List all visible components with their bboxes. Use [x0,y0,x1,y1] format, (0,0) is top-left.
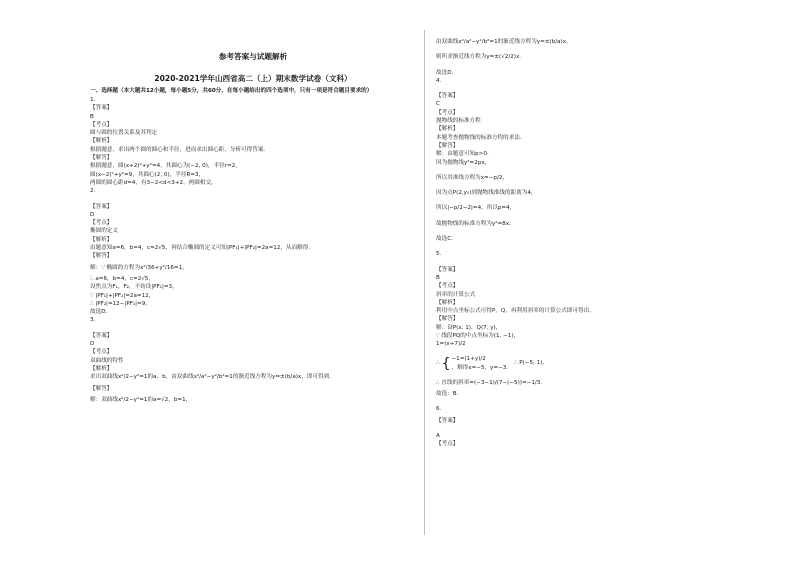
right-line: 【答案】 [436,266,459,273]
right-line: 因为点P(2,y₀)到抛物线准线的距离为4， [436,190,537,197]
left-line: ∴ |PF₂|=12−|PF₁|=9， [90,300,151,307]
right-line: C [436,101,440,108]
left-line: 由题意知a=6，b=4，c=2√5，再结合椭圆的定义可知|PF₁|+|PF₂|=2a=12，从而解得． [90,245,314,252]
right-line: 【答案】 [436,93,459,100]
left-line: 圆与圆的位置关系及其判定 [90,130,158,137]
right-line: 故选：B． [436,390,463,397]
right-line: 解：由题意可知p>0． [436,151,493,158]
right-line: 因为抛物线y²=2px， [436,159,491,166]
right-line: 1=(x+7)/2 [436,341,466,348]
left-line: 椭圆的定义 [90,228,118,235]
equation-row: ，解得x=−5，y=−3． [451,364,512,371]
exam-title: 2020-2021学年山西省高二（上）期末数学试卷（文科） [154,74,352,83]
left-line: 【解析】 [90,236,113,243]
left-line: 【答案】 [90,203,113,210]
right-line: 【解答】 [436,316,459,323]
left-line: D [90,211,95,218]
right-line: 解：设P(x, 1)，Q(7, y)， [436,324,502,331]
left-line: D [90,341,95,348]
left-line: 根据题意，圆(x+2)²+y²=4，其圆心为(−2, 0)，半径r=2， [90,163,241,170]
right-line: A [436,432,440,439]
equation-system [436,352,736,376]
left-line: ∴ a=6，b=4，c=2√5， [90,275,155,282]
left-line: 解：双曲线x²/2−y²=1的a=√2，b=1， [90,396,192,403]
right-line: 【考点】 [436,441,459,448]
left-line: 求出双曲线x²/2−y²=1的a，b，由双曲线x²/a²−y²/b²=1的渐近线方程为y=±(b/a)x，即可得到． [90,374,335,381]
right-line: 所以其准线方程为x=−p/2， [436,174,509,181]
left-line: 【解答】 [90,253,113,260]
left-line: 【解答】 [90,155,113,162]
left-line: 【解析】 [90,138,113,145]
section-heading: 一、选择题（本大题共12小题，每小题5分，共60分，在每小题给出的四个选项中，只有一项是符合题目要求的） [90,88,373,94]
right-line: 故选C． [436,236,457,243]
left-line: 【解答】 [90,385,113,392]
left-line: 两圆的圆心距d=4，有3−2<d<3+2，两圆相交， [90,179,217,186]
left-brace: { [441,355,451,372]
left-line: 解：∵ 椭圆的方程为x²/36+y²/16=1， [90,264,188,271]
right-line: 本题考查抛物线的标准方程的求法． [436,134,526,141]
left-line: 1. [90,97,96,103]
column-divider [424,30,425,535]
right-line: 抛物线的标准方程 [436,118,481,125]
left-line: 【考点】 [90,220,113,227]
right-line: 【解析】 [436,126,459,133]
left-line: 2. [90,188,96,195]
equation-result: ∴ P(−5, 1)， [513,360,548,367]
left-line: 【考点】 [90,121,113,128]
right-line: 由双曲线x²/a²−y²/b²=1的渐近线方程为y=±(b/a)x， [436,39,572,45]
left-line: 故选D． [90,309,112,316]
left-line: ∵ |PF₁|+|PF₂|=2a=12， [90,292,155,299]
right-line: 【解析】 [436,299,459,306]
right-line: 【解答】 [436,142,459,149]
right-line: B [436,274,440,281]
right-line: 4. [436,77,442,84]
right-line: 故选D． [436,69,458,76]
left-column [90,52,416,552]
left-line: 设焦点为F₁，F₂，不妨设|PF₁|=3， [90,284,178,291]
equation-row: −1=(1+y)/2 [451,356,486,363]
document-title: 参考答案与试题解析 [218,52,288,61]
therefore-symbol: ∴ [436,360,440,367]
right-line: ∵ 线段PQ的中点坐标为(1, −1)， [436,333,520,340]
right-column [436,38,736,558]
right-line: 利用中点坐标公式可得P，Q，再利用斜率的计算公式即可得出． [436,308,595,315]
right-line: 则所求渐近线方程为y=±(√2/2)x． [436,54,525,61]
left-line: 【答案】 [90,332,113,339]
right-line: ∴ 直线的斜率=(−3−1)/(7−(−5))=−1/3． [436,379,546,386]
right-line: 斜率的计算公式 [436,291,476,298]
right-line: 5. [436,251,442,258]
left-line: 【解析】 [90,365,113,372]
left-line: 【答案】 [90,105,113,112]
left-line: B [90,113,94,120]
left-line: 根据题意，求出两个圆的圆心和半径，进而求出圆心距，分析可得答案． [90,146,270,153]
left-line: 双曲线的特性 [90,357,124,364]
right-line: 【考点】 [436,283,459,290]
left-line: 3. [90,317,96,324]
right-line: 【考点】 [436,109,459,116]
left-line: 【考点】 [90,349,113,356]
right-line: 所以|−p/2−2|=4，所以p=4， [436,205,516,212]
right-line: 故抛物线的标准方程为y²=8x． [436,220,515,227]
right-line: 【答案】 [436,417,459,424]
left-line: 圆(x−2)²+y²=9，其圆心(2, 0)，半径R=3， [90,171,205,178]
right-line: 6. [436,406,442,413]
